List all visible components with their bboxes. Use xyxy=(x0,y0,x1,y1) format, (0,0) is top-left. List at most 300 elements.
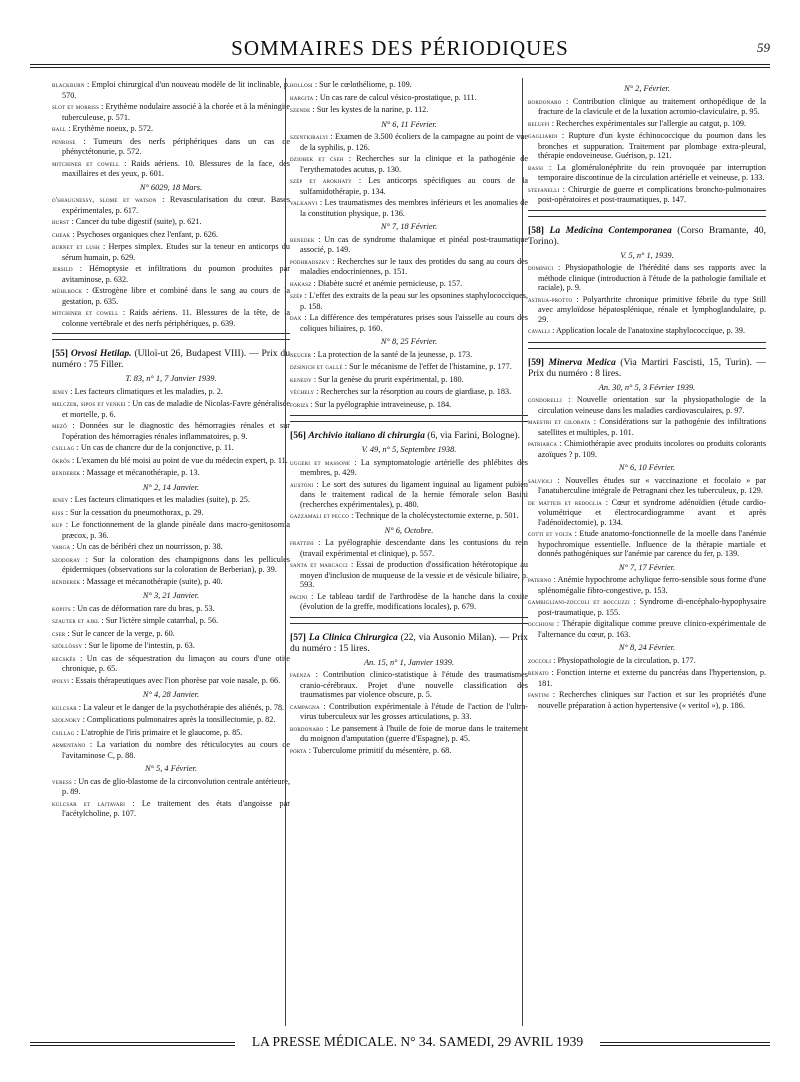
page-header xyxy=(30,36,770,62)
issue-heading: T. 83, n° 1, 7 Janvier 1939. xyxy=(125,374,217,383)
article-authors: kup xyxy=(52,521,63,529)
article-entry xyxy=(52,616,290,627)
article-authors: kulcsar et lajtavari xyxy=(52,799,126,808)
article-authors: kiss xyxy=(52,508,64,517)
article-title: : Psychoses organiques chez l'enfant, p. 626. xyxy=(72,229,218,239)
article-authors: faenza xyxy=(290,671,311,679)
article-authors: fantini xyxy=(528,691,550,699)
journal-address: (Ulloï-ut 26, Budapest VIII). — Prix du numéro : 75 Filler. xyxy=(52,348,290,370)
issue-heading: N° 2, Février. xyxy=(624,84,670,93)
article-title: : Un cas de chancre dur de la conjonctive, p. 11. xyxy=(76,443,234,452)
journal-name: Minerva Medica xyxy=(548,356,616,368)
article-entry xyxy=(528,326,766,337)
article-title: : Physiopathologie de l'hérédité dans ses rapports avec la méthode clinique (introduction à l'étude de la pathologie familiale et raciale), p. 9. xyxy=(538,263,766,292)
article-authors: benedek xyxy=(290,235,315,244)
section-rule xyxy=(290,623,528,624)
article-authors: mező xyxy=(52,422,67,430)
article-authors: valkanyi xyxy=(290,199,318,207)
article-title: : Un cas de syndrome thalamique et pinéal post-traumatique associé, p. 149. xyxy=(300,234,528,254)
article-entry xyxy=(290,702,528,722)
article-title: : Raids aériens. 11. Blessures de la tête, de la colonne vertébrale et des nerfs périphériques, p. 639. xyxy=(62,308,290,328)
article-authors: dzsinich et gallé xyxy=(290,363,343,371)
article-title: : La variation du nombre des réticulocytes au cours de l'avitaminose C, p. 88. xyxy=(62,740,290,760)
issue-heading: N° 6029, 18 Mars. xyxy=(139,182,203,192)
article-entry xyxy=(290,176,528,196)
issue-heading: N° 3, 21 Janvier. xyxy=(142,591,200,600)
article-entry xyxy=(290,375,528,386)
article-entry xyxy=(528,119,766,130)
article-title: : Cancer du tube digestif (suite), p. 621. xyxy=(71,217,202,226)
article-entry xyxy=(528,295,766,325)
article-authors: astrua-protto xyxy=(528,295,573,304)
article-entry xyxy=(290,746,528,757)
article-entry xyxy=(290,350,528,361)
issue-heading: N° 6, 11 Février. xyxy=(381,119,437,129)
article-entry xyxy=(52,728,290,739)
issue-heading: N° 6, 10 Février. xyxy=(618,463,676,472)
article-entry xyxy=(528,597,766,617)
article-title: : Un cas de glio-blastome de la circonvolution centrale antérieure, p. 89. xyxy=(62,776,290,796)
article-authors: mitchiner et cowell xyxy=(52,309,119,317)
article-entry xyxy=(290,511,528,522)
article-title: : Un cas de maladie de Nicolas-Favre généralisée et mortelle, p. 6. xyxy=(62,399,290,419)
article-title: : Erythème nodulaire associé à la chorée et à la méningite tuberculeuse, p. 571. xyxy=(62,102,290,122)
article-title: : Recherches sur le taux des protides du sang au cours des maladies endocriniennes, p. 151. xyxy=(300,256,528,276)
article-entry xyxy=(528,476,766,496)
article-authors: szolnoky xyxy=(52,716,81,724)
article-authors: paterno xyxy=(528,576,552,584)
article-authors: gagliardi xyxy=(528,132,558,140)
article-authors: benderek xyxy=(52,469,81,477)
article-entry xyxy=(52,230,290,241)
article-authors: burnet et lush xyxy=(52,243,100,251)
article-authors: szöllössy xyxy=(52,642,83,650)
article-entry xyxy=(52,124,290,135)
article-authors: campagna xyxy=(290,702,320,711)
article-title: : Un cas de déformation rare du bras, p. 53. xyxy=(72,603,215,613)
article-title: : Œstrogène libre et combiné dans le sang au cours de la gestation, p. 635. xyxy=(62,286,290,306)
journal-number: [56] xyxy=(290,430,306,441)
article-title: : Le pansement à l'huile de foie de morue dans le traitement du moignon d'amputation (guerre d'Espagne), p. 45. xyxy=(300,723,528,743)
article-entry xyxy=(290,362,528,373)
footer-text: LA PRESSE MÉDICALE. N° 34. SAMEDI, 29 AVRIL 1939 xyxy=(251,1034,584,1049)
journal-number: [55] xyxy=(52,348,68,359)
article-authors: salvioli xyxy=(528,476,553,485)
article-title: : Anémie hypochrome achylique ferro-sensible sous forme d'une splénomégalie fibro-congestive, p. 153. xyxy=(538,575,766,595)
article-entry xyxy=(528,668,766,688)
article-title: : Massage et mécanothérapie (suite), p. 40. xyxy=(82,576,223,586)
page-number: 59 xyxy=(757,40,770,55)
article-authors: csillag xyxy=(52,728,75,737)
article-entry xyxy=(290,480,528,510)
article-entry xyxy=(52,577,290,588)
article-authors: santa et marcacci xyxy=(290,561,348,569)
article-entry xyxy=(52,443,290,454)
article-title: : La pyélographie descendante dans les contusions du rein (travail expérimental et clinique), p. 557. xyxy=(300,538,528,558)
article-entry xyxy=(528,690,766,710)
article-title: : Recherches sur la résorption au cours de giardiase, p. 183. xyxy=(316,387,512,396)
column-divider xyxy=(522,78,523,1026)
issue-heading: N° 8, 25 Février. xyxy=(380,337,438,346)
section-rule xyxy=(290,617,528,618)
article-authors: bordonaro xyxy=(528,97,562,106)
article-authors: stefanelli xyxy=(528,185,560,194)
article-title: : Contribution clinique au traitement orthopédique de la fracture de la clavicule et de la luxation acromio-claviculaire, p. 95. xyxy=(538,96,766,116)
article-authors: blackburn xyxy=(52,81,85,89)
article-entry xyxy=(290,235,528,255)
article-title: : Tuberculome primitif du mésentère, p. 68. xyxy=(308,745,452,755)
article-authors: kenedy xyxy=(290,375,312,384)
article-title: : Essais thérapeutiques avec l'ion phorèse par voie nasale, p. 66. xyxy=(71,675,281,685)
column-divider xyxy=(285,78,286,1026)
article-title: : Les traumatismes des membres inférieurs et les anomalies de la constitution physique, p. 136. xyxy=(300,198,528,218)
article-authors: cotti et volta xyxy=(528,530,573,538)
article-entry xyxy=(528,131,766,161)
journal-number: [57] xyxy=(290,631,306,643)
section-rule xyxy=(528,216,766,217)
article-title: : L'atrophie de l'iris primaire et le glaucome, p. 85. xyxy=(76,727,243,737)
article-entry xyxy=(52,102,290,122)
article-title: : Contribution expérimentale à l'étude de l'action de l'ultra-virus tuberculeux sur les grosses articulations, p. 33. xyxy=(300,701,528,721)
section-rule xyxy=(528,210,766,211)
article-entry xyxy=(52,555,290,575)
article-title: : La glomérulonéphrite du rein provoquée par interruption temporaire discontinue de la circulation artérielle et veineuse, p. 133. xyxy=(538,162,766,182)
issue-heading: N° 2, 14 Janvier. xyxy=(142,482,200,492)
article-title: : Nouvelle orientation sur la physiopathologie de la circulation veineuse dans les maladies cardiovasculaires, p. 97. xyxy=(538,395,766,415)
article-entry xyxy=(290,538,528,558)
article-authors: varga xyxy=(52,543,71,551)
article-entry xyxy=(528,529,766,559)
article-title: : La protection de la santé de la jeunesse, p. 173. xyxy=(313,349,473,359)
journal-heading xyxy=(290,430,528,441)
article-entry xyxy=(290,400,528,411)
article-authors: frattini xyxy=(290,539,314,547)
article-authors: cavalli xyxy=(528,327,551,335)
article-entry xyxy=(290,257,528,277)
article-title: : Recherches sur la clinique et la pathogénie de l'erythematodes acutus, p. 130. xyxy=(300,154,528,174)
header-rule-double xyxy=(30,67,770,68)
article-entry xyxy=(528,185,766,205)
footer-rule-left xyxy=(30,1045,235,1046)
article-authors: kecskés xyxy=(52,654,76,663)
issue-heading: V. 49, n° 5, Septembre 1938. xyxy=(361,445,457,454)
article-authors: slot et morriss xyxy=(52,103,100,111)
article-entry xyxy=(52,495,290,506)
article-title: : Le sort des sutures du ligament inguinal au ligament pubien dans le traitement radical de la hernie fémorale selon Basini (recherches expérimentales), p. 480. xyxy=(300,479,528,509)
article-authors: maestri et gilorata xyxy=(528,418,591,426)
article-authors: mitchiner et cowell xyxy=(52,159,120,168)
article-authors: hurst xyxy=(52,218,70,226)
article-title: : Contribution clinico-statistique à l'étude des traumatismes cranio-cérébraux. Projet d'une nouvelle classification des traumatismes par violence obscure, p. 5. xyxy=(300,670,528,699)
article-title: : Examen de 3.500 écoliers de la campagne au point de vue de la syphilis, p. 126. xyxy=(300,132,528,152)
article-title: : Données sur le diagnostic des hémorragies rénales et sur l'opération des hémorragies rénales inflammatoires, p. 9. xyxy=(62,421,290,441)
article-title: : Sur le cancer de la verge, p. 60. xyxy=(67,628,175,638)
article-entry xyxy=(290,291,528,311)
article-entry xyxy=(52,629,290,640)
article-entry xyxy=(52,520,290,540)
article-title: : Sur l'ictère simple catarrhal, p. 56. xyxy=(101,616,219,625)
header-rule xyxy=(30,64,770,65)
article-title: : Le fonctionnement de la glande pinéale dans macro-genitosomia præcox, p. 36. xyxy=(62,520,290,540)
article-authors: austoni xyxy=(290,480,314,489)
issue-heading: N° 7, 18 Février. xyxy=(380,222,438,231)
article-authors: o'shaugnessy, slome et watson xyxy=(52,196,157,204)
article-authors: szép xyxy=(290,292,303,300)
article-authors: ipolyi xyxy=(52,676,70,685)
article-title: : Erythème noeux, p. 572. xyxy=(68,124,154,133)
article-entry xyxy=(52,740,290,760)
journal-heading xyxy=(290,632,528,654)
footer-rule-right xyxy=(600,1042,770,1043)
article-title: : Un cas de séquestration du limaçon au cours d'une otite chronique, p. 65. xyxy=(62,653,290,673)
article-title: : Physiopathologie de la circulation, p. 177. xyxy=(553,655,696,665)
article-title: : Polyarthrite chronique primitive fébrile du type Still avec amyloïdose hépatosplénique, rénale et lymphoglandulaire, p. 29. xyxy=(538,294,766,324)
article-authors: ökrös xyxy=(52,456,70,465)
article-authors: de matteis et redoglia xyxy=(528,498,602,507)
article-title: : Tumeurs des nerfs périphériques dans un cas de phényctétonurie, p. 572. xyxy=(62,136,290,156)
article-authors: benderek xyxy=(52,577,81,586)
article-title: : Nouvelles études sur « vaccinazione et focolaio » par l'anatuberculine intégrale de Petragnani chez les tuberculeux, p. 129. xyxy=(538,475,766,495)
article-title: : Application locale de l'anatoxine staphylococcique, p. 39. xyxy=(552,326,746,335)
article-entry xyxy=(290,560,528,590)
article-authors: pacini xyxy=(290,592,308,601)
article-entry xyxy=(528,656,766,667)
article-title: : La différence des températures prises sous l'aisselle au cours des coliques biliaires, p. 160. xyxy=(300,313,528,333)
article-title: : Sur la genèse du prurit expérimental, p. 180. xyxy=(313,374,464,384)
article-title: : Chirurgie de guerre et complications broncho-pulmonaires post-opératoires et post-traumatiques, p. 147. xyxy=(538,184,766,204)
article-title: : Le traitement des états d'angoisse par l'acétylcholine, p. 107. xyxy=(62,798,290,818)
journal-number: [58] xyxy=(528,224,544,236)
article-authors: beluffi xyxy=(528,119,550,128)
article-title: : L'effet des extraits de la peau sur les opsonines staphylococciques, p. 158. xyxy=(300,291,528,311)
journal-address: (6, via Farini, Bologne). xyxy=(427,430,521,441)
journal-heading xyxy=(528,225,766,247)
article-authors: hargita xyxy=(290,93,314,102)
article-title: : Les anticorps spécifiques au cours de la sulfamidothérapie, p. 134. xyxy=(300,176,528,196)
article-title: : Sur les kystes de la narine, p. 112. xyxy=(312,105,429,114)
article-entry xyxy=(52,468,290,479)
issue-heading: V. 5, n° 1, 1939. xyxy=(620,250,674,260)
journal-number: [59] xyxy=(528,356,544,368)
article-authors: porta xyxy=(290,746,307,755)
article-entry xyxy=(290,154,528,174)
article-title: : Technique de la cholécystectomie externe, p. 501. xyxy=(351,511,519,520)
column-right xyxy=(528,80,766,1030)
article-authors: bassi xyxy=(528,163,544,172)
article-title: : Rupture d'un kyste échinococcique du poumon dans les bronches et suppuration. Traitement par plombage extra-pleural, thérapie endoveineuse. Guérison, p. 121. xyxy=(538,131,766,160)
article-title: : Massage et mécanothérapie, p. 13. xyxy=(82,468,200,477)
article-authors: occhioni xyxy=(528,620,555,628)
article-title: : Les facteurs climatiques et les maladies (suite), p. 25. xyxy=(70,495,250,504)
article-entry xyxy=(52,159,290,179)
article-entry xyxy=(52,703,290,714)
article-title: : Herpes simplex. Etudes sur la teneur en anticorps du sérum humain, p. 629. xyxy=(62,242,290,262)
page-footer xyxy=(30,1034,770,1052)
article-authors: neucer xyxy=(290,350,312,359)
article-entry xyxy=(528,395,766,415)
article-authors: bordonaro xyxy=(290,724,324,733)
article-entry xyxy=(528,163,766,183)
article-authors: melczer, sipos et venkei xyxy=(52,400,126,408)
article-authors: dominici xyxy=(528,264,554,272)
article-authors: hakasz xyxy=(290,279,312,288)
article-authors: szende xyxy=(290,106,311,114)
journal-address: (Via Martiri Fascisti, 15, Turin). — Prix du numéro : 8 lires. xyxy=(528,356,766,379)
article-entry xyxy=(52,421,290,441)
article-entry xyxy=(52,676,290,687)
article-title: : Thérapie digitalique comme preuve clinico-expérimentale de l'alternance du cœur, p. 163. xyxy=(538,619,766,639)
article-title: : Considérations sur la pathogénie des infiltrations satellites et multiples, p. 101. xyxy=(538,417,766,437)
article-authors: jersild xyxy=(52,265,73,273)
issue-heading: N° 7, 17 Février. xyxy=(618,562,676,572)
section-rule xyxy=(52,339,290,340)
journal-name: Archivio italiano di chirurgia xyxy=(308,430,425,441)
article-title: : Hémoptysie et infiltrations du poumon produites par avitaminose, p. 632. xyxy=(62,264,290,284)
article-title: : Les facteurs climatiques et les maladies, p. 2. xyxy=(70,386,223,396)
article-authors: szentkiralyi xyxy=(290,133,329,141)
issue-heading: An. 30, n° 5, 3 Février 1939. xyxy=(598,382,696,392)
article-authors: szodoray xyxy=(52,555,81,564)
article-authors: uggeri et massone xyxy=(290,458,351,467)
article-authors: gazzamali et pecco xyxy=(290,512,350,520)
article-entry xyxy=(528,498,766,528)
issue-heading: N° 4, 28 Janvier. xyxy=(142,690,200,699)
article-title: : Etude anatomo-fonctionnelle de la moelle dans l'anémie hypochromique essentielle. Influence de la thérapie martiale et donnés pathogéniques sur l'anémie par carence du fer, p. 139. xyxy=(538,529,766,558)
article-entry xyxy=(52,387,290,398)
article-authors: penrose xyxy=(52,137,76,146)
article-entry xyxy=(290,132,528,152)
article-authors: kulcsar xyxy=(52,703,77,712)
article-entry xyxy=(52,715,290,726)
article-title: : Essai de production d'ossification hétérotopique au moyen d'inclusion de muqueuse de la vessie et de vésicule biliaire, p. 593. xyxy=(300,560,528,589)
article-entry xyxy=(290,80,528,91)
article-title: : Recherches expérimentales sur l'allergie au catgut, p. 109. xyxy=(551,118,747,128)
article-title: : Sur le mécanisme de l'effet de l'histamine, p. 177. xyxy=(344,362,512,371)
article-authors: cser xyxy=(52,629,66,638)
article-entry xyxy=(52,217,290,228)
article-entry xyxy=(52,137,290,157)
column-left xyxy=(52,80,290,1030)
article-title: : Sur la pyélographie intraveineuse, p. 184. xyxy=(310,399,452,409)
journal-name: Orvosi Hetilap. xyxy=(70,348,132,359)
article-entry xyxy=(290,313,528,333)
article-entry xyxy=(52,286,290,306)
article-entry xyxy=(52,777,290,797)
article-entry xyxy=(52,508,290,519)
article-authors: kopits xyxy=(52,604,71,613)
article-title: : Diabète sucré et anémie pernicieuse, p. 157. xyxy=(313,278,463,288)
footer-rule-right xyxy=(600,1045,770,1046)
article-authors: jeney xyxy=(52,496,69,504)
article-authors: mühlbock xyxy=(52,287,83,295)
article-title: : Chimiothérapie avec produits incolores ou produits colorants azoïques ? p. 109. xyxy=(538,439,766,459)
section-rule xyxy=(528,348,766,349)
article-entry xyxy=(290,724,528,744)
article-title: : La valeur et le danger de la psychothérapie des aliénés, p. 78. xyxy=(78,702,285,712)
article-authors: hall xyxy=(52,125,67,133)
article-entry xyxy=(52,654,290,674)
article-title: : Sur le cœlothéliome, p. 109. xyxy=(314,80,412,89)
article-title: : Fonction interne et externe du pancréas dans l'hypertension, p. 181. xyxy=(538,668,766,688)
journal-name: La Medicina Contemporanea xyxy=(549,224,672,236)
section-rule xyxy=(52,333,290,334)
article-entry xyxy=(290,387,528,398)
article-entry xyxy=(528,263,766,293)
article-authors: csillag xyxy=(52,444,75,452)
article-title: : Sur la cessation du pneumothorax, p. 29. xyxy=(65,507,204,517)
journal-address: (22, via Ausonio Milan). — Prix du numéro : 15 lires. xyxy=(290,631,528,654)
article-authors: armentano xyxy=(52,741,86,749)
article-title: : Sur la coloration des champignons dans les pellicules épidermiques (observations sur la coloration de Berberian), p. 39. xyxy=(62,554,290,574)
article-entry xyxy=(52,195,290,215)
article-authors: condorelli xyxy=(528,396,562,404)
article-entry xyxy=(290,105,528,116)
article-entry xyxy=(290,93,528,104)
article-authors: véchely xyxy=(290,388,315,396)
footer-rule-left xyxy=(30,1042,235,1043)
article-authors: zoccoli xyxy=(528,656,552,665)
section-rule xyxy=(290,421,528,422)
article-title: : L'examen du blé moisi au point de vue du médecin expert, p. 11. xyxy=(72,455,288,465)
article-entry xyxy=(52,80,290,100)
article-authors: patriarca xyxy=(528,440,558,448)
article-entry xyxy=(52,542,290,553)
article-title: : Emploi chirurgical d'un nouveau modèle de lit inclinable, p. 570. xyxy=(62,80,290,100)
article-entry xyxy=(52,604,290,615)
section-rule xyxy=(528,342,766,343)
article-authors: dziobek et cseh xyxy=(290,155,344,163)
article-title: : Cœur et syndrome adénoïdien (étude cardio-volumétrique et électrocardiogramme avant et après l'adénoïdectomie), p. 134. xyxy=(538,497,766,527)
article-entry xyxy=(52,799,290,819)
article-authors: veress xyxy=(52,777,72,786)
article-title: : Raids aériens. 10. Blessures de la face, des maxillaires et des yeux, p. 601. xyxy=(62,158,290,178)
article-title: : Revascularisation du cœur. Bases expérimentales, p. 617. xyxy=(62,195,290,215)
article-authors: podhradszky xyxy=(290,257,330,266)
article-entry xyxy=(528,575,766,595)
article-authors: renato xyxy=(528,669,549,677)
article-entry xyxy=(52,264,290,284)
article-authors: szauter et ajkl xyxy=(52,617,100,625)
article-entry xyxy=(52,641,290,652)
section-rule xyxy=(290,415,528,416)
article-title: : Complications pulmonaires après la tonsillectomie, p. 82. xyxy=(82,715,276,724)
article-entry xyxy=(290,198,528,218)
page-title: SOMMAIRES DES PÉRIODIQUES xyxy=(231,36,569,60)
article-title: : Recherches cliniques sur l'action et sur les propriétés d'une nouvelle préparation à action hypertensive (« veritol »), p. 186. xyxy=(538,690,766,710)
article-authors: szép et arokhaty xyxy=(290,177,352,185)
issue-heading: An. 15, n° 1, Janvier 1939. xyxy=(363,657,455,667)
article-authors: forizs xyxy=(290,400,309,409)
article-title: : Un cas de béribéri chez un nourrisson, p. 38. xyxy=(72,542,223,551)
article-entry xyxy=(290,279,528,290)
article-entry xyxy=(52,242,290,262)
article-title: : Un cas rare de calcul vésico-prostatique, p. 111. xyxy=(315,92,477,102)
article-authors: hollosi xyxy=(290,81,313,89)
issue-heading: N° 5, 4 Février. xyxy=(145,764,197,773)
article-title: : Syndrome di-encéphalo-hypophysaire post-traumatique, p. 155. xyxy=(538,597,766,617)
article-title: : Le tableau tardif de l'arthrodèse de la hanche dans la coxite (évolution de la greffe, modifications locales), p. 679. xyxy=(300,591,528,611)
article-entry xyxy=(528,97,766,117)
article-entry xyxy=(528,417,766,437)
article-entry xyxy=(52,456,290,467)
article-entry xyxy=(52,308,290,328)
article-authors: gambigliani-zoccoli et boccuzzi xyxy=(528,598,630,606)
journal-heading xyxy=(528,357,766,379)
article-entry xyxy=(528,619,766,639)
column-middle xyxy=(290,80,528,1030)
article-entry xyxy=(52,399,290,419)
journal-name: La Clinica Chirurgica xyxy=(308,631,398,643)
